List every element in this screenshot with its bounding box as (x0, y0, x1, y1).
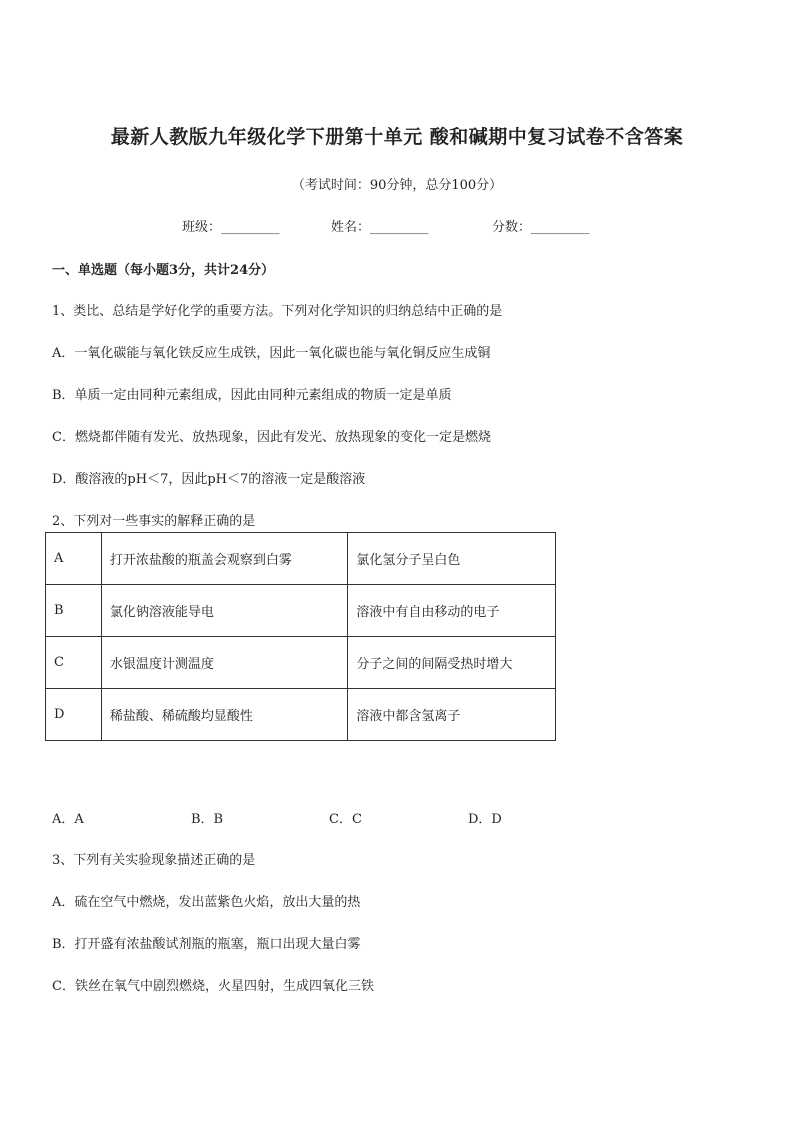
question-2-option-b: B．B (191, 812, 224, 827)
table-cell-label: A (46, 533, 102, 585)
question-2-stem: 2、下列对一些事实的解释正确的是 (52, 514, 256, 529)
question-1-option-b: B．单质一定由同种元素组成，因此由同种元素组成的物质一定是单质 (52, 388, 452, 403)
exam-title: 最新人教版九年级化学下册第十单元 酸和碱期中复习试卷不含答案 (110, 126, 684, 148)
table-row (46, 533, 556, 585)
table-cell-fact: 氯化钠溶液能导电 (101, 585, 348, 637)
question-1-option-c: C．燃烧都伴随有发光、放热现象，因此有发光、放热现象的变化一定是燃烧 (52, 430, 491, 445)
table-row (46, 637, 556, 689)
table-cell-explanation: 氯化氢分子呈白色 (348, 533, 556, 585)
class-field: 班级：_________ (182, 220, 280, 235)
table-cell-label: D (46, 689, 102, 741)
table-row (46, 585, 556, 637)
table-cell-explanation: 分子之间的间隔受热时增大 (348, 637, 556, 689)
question-2-option-d: D．D (468, 812, 502, 827)
exam-duration-note: （考试时间：90分钟，总分100分） (291, 178, 503, 193)
question-1-option-a: A．一氧化碳能与氧化铁反应生成铁，因此一氧化碳也能与氧化铜反应生成铜 (52, 346, 491, 361)
question-3-option-c: C．铁丝在氧气中剧烈燃烧，火星四射，生成四氧化三铁 (52, 979, 374, 994)
table-cell-fact: 打开浓盐酸的瓶盖会观察到白雾 (101, 533, 348, 585)
table-cell-label: C (46, 637, 102, 689)
table-cell-label: B (46, 585, 102, 637)
question-3-option-a: A．硫在空气中燃烧，发出蓝紫色火焰，放出大量的热 (52, 895, 361, 910)
table-cell-fact: 水银温度计测温度 (101, 637, 348, 689)
table-cell-fact: 稀盐酸、稀硫酸均显酸性 (101, 689, 348, 741)
question-2-option-a: A．A (52, 812, 84, 827)
question-3-option-b: B．打开盛有浓盐酸试剂瓶的瓶塞，瓶口出现大量白雾 (52, 937, 361, 952)
table-cell-explanation: 溶液中有自由移动的电子 (348, 585, 556, 637)
section-heading: 一、单选题（每小题3分，共计24分） (52, 263, 275, 278)
name-field: 姓名：_________ (331, 220, 429, 235)
score-field: 分数：_________ (492, 220, 590, 235)
question-3-stem: 3、下列有关实验现象描述正确的是 (52, 853, 256, 868)
table-row (46, 689, 556, 741)
question-1-option-d: D．酸溶液的pH＜7，因此pH＜7的溶液一定是酸溶液 (52, 472, 366, 487)
question-2-table (45, 532, 556, 741)
question-2-option-c: C．C (329, 812, 362, 827)
table-cell-explanation: 溶液中都含氢离子 (348, 689, 556, 741)
question-1-stem: 1、类比、总结是学好化学的重要方法。下列对化学知识的归纳总结中正确的是 (52, 304, 503, 319)
